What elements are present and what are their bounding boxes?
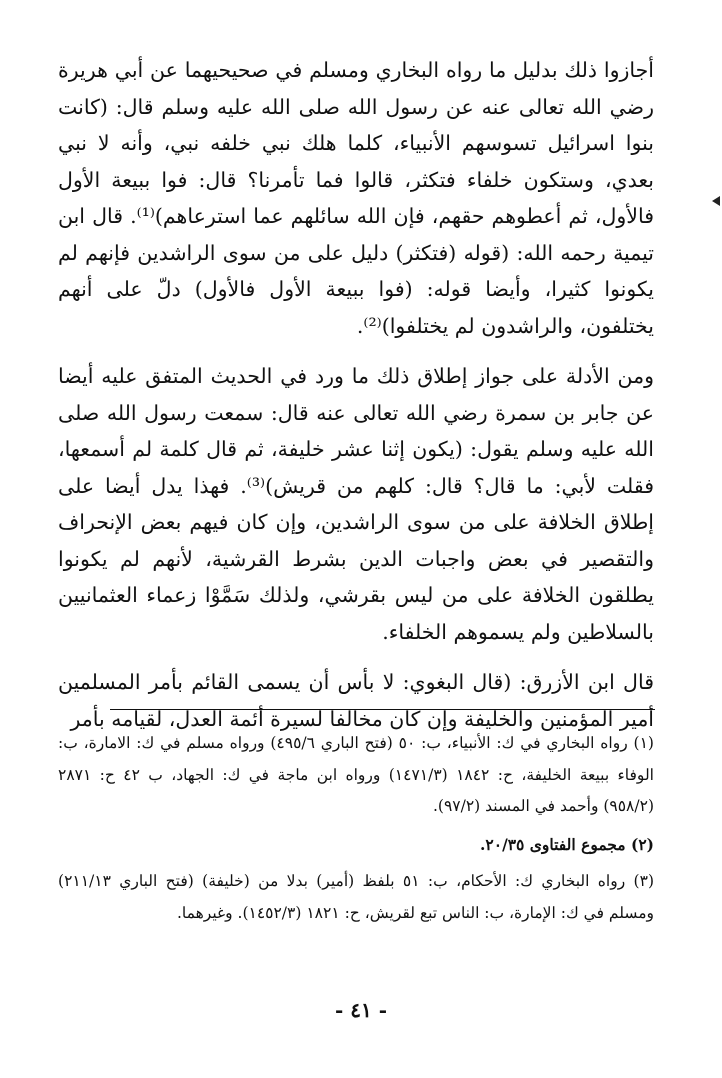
footnote-2: (٢) مجموع الفتاوى ٢٠/٣٥. bbox=[480, 834, 654, 854]
body-paragraph-1: أجازوا ذلك بدليل ما رواه البخاري ومسلم في صحيحيهما عن أبي هريرة رضي الله تعالى عنه عن رسول الله صلى الله عليه وسلم قال: (كانت بنوا اسرائيل تسوسهم الأنبياء، كلما هلك نبي خلفه نبي، وأنه لا نبي بعدي، وستكون خلفاء فتكثر، قالوا فما تأمرنا؟ قال: فوا ببيعة الأول فالأول، ثم أعطوهم حقهم، فإن الله سائلهم عما استرعاهم)⁽¹⁾. قال ابن تيمية رحمه الله: (قوله (فتكثر) دليل على من سوى الراشدين فإنهم لم يكونوا كثيرا، وأيضا قوله: (فوا ببيعة الأول فالأول) دلّ على أنهم يختلفون، والراشدون لم يختلفوا)⁽²⁾. bbox=[58, 58, 654, 338]
margin-arrow-icon bbox=[712, 196, 720, 206]
page-number: - ٤١ - bbox=[334, 998, 387, 1022]
main-text bbox=[58, 52, 654, 737]
body-paragraph-3: قال ابن الأزرق: (قال البغوي: لا بأس أن يسمى القائم بأمر المسلمين أمير المؤمنين والخليفة وإن كان مخالفا لسيرة أئمة العدل، لقيامه بأمر bbox=[58, 670, 654, 731]
footnotes bbox=[58, 728, 654, 935]
footnote-1: (١) رواه البخاري في ك: الأنبياء، ب: ٥٠ (فتح الباري ٤٩٥/٦) ورواه مسلم في ك: الامارة، ب: الوفاء ببيعة الخليفة، ح: ١٨٤٢ (١٤٧١/٣) ورواه ابن ماجة في ك: الجهاد، ب ٤٢ ح: ٢٨٧١ (٩٥٨/٢) وأحمد في المسند (٩٧/٢). bbox=[58, 734, 654, 815]
footnote-3: (٣) رواه البخاري ك: الأحكام، ب: ٥١ بلفظ (أمير) بدلا من (خليفة) (فتح الباري ٢١١/١٣) ومسلم في ك: الإمارة، ب: الناس تبع لقريش، ح: ١٨٢١ (١٤٥٢/٣). وغيرهما. bbox=[58, 872, 654, 922]
body-paragraph-2: ومن الأدلة على جواز إطلاق ذلك ما ورد في الحديث المتفق عليه أيضا عن جابر بن سمرة رضي الله تعالى عنه قال: سمعت رسول الله صلى الله عليه وسلم يقول: (يكون إثنا عشر خليفة، ثم قال كلمة لم أسمعها، فقلت لأبي: ما قال؟ قال: كلهم من قريش)⁽³⁾. فهذا يدل أيضا على إطلاق الخلافة على من سوى الراشدين، وإن كان فيهم بعض الإنحراف والتقصير في بعض واجبات الدين بشرط القرشية، لأنهم لم يكونوا يطلقون الخلافة على من ليس بقرشي، ولذلك سَمَّوْا زعماء العثمانيين بالسلاطين ولم يسموهم الخلفاء. bbox=[58, 364, 654, 644]
footnote-divider bbox=[110, 709, 655, 710]
